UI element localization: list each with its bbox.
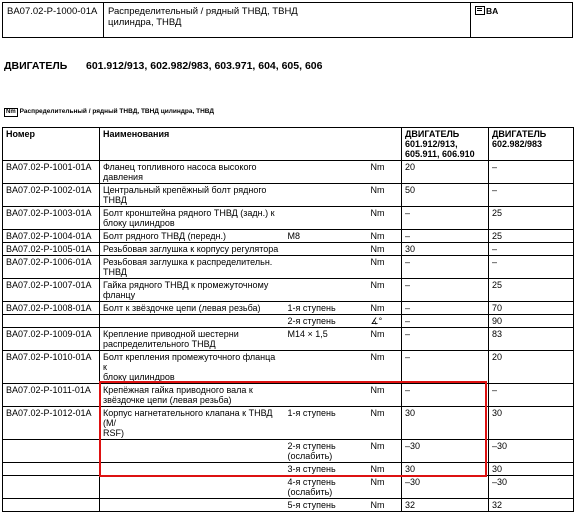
row-value-engine-1: –	[402, 279, 489, 302]
row-name-line1: Корпус нагнетательного клапана к ТНВД (M/	[103, 408, 273, 428]
row-unit: Nm	[368, 476, 402, 499]
row-value-engine-2: 70	[489, 302, 574, 315]
row-name	[100, 476, 285, 499]
header-name: Наименования	[100, 128, 402, 161]
row-spec	[285, 384, 368, 407]
row-name	[100, 207, 285, 230]
document-title-line2: цилиндра, ТНВД	[108, 17, 182, 28]
row-number: BA07.02-P-1002-01A	[3, 184, 100, 207]
row-value-engine-1: 32	[402, 499, 489, 512]
row-name	[100, 351, 285, 384]
row-value-engine-2: –	[489, 243, 574, 256]
row-value-engine-2: –30	[489, 440, 574, 463]
row-name	[100, 230, 285, 243]
row-value-engine-1: 50	[402, 184, 489, 207]
table-row	[3, 161, 574, 184]
row-value-engine-1: –	[402, 384, 489, 407]
row-name	[100, 161, 285, 184]
row-value-engine-2: 83	[489, 328, 574, 351]
row-number	[3, 463, 100, 476]
row-name-line1: Крепёжная гайка приводного вала к	[103, 385, 253, 395]
row-spec	[285, 302, 368, 315]
row-spec	[285, 256, 368, 279]
table-row	[3, 351, 574, 384]
section-subtitle	[4, 108, 214, 117]
row-unit: Nm	[368, 243, 402, 256]
row-unit: Nm	[368, 351, 402, 384]
document-title-line1: Распределительный / рядный ТНВД, ТВНД	[108, 6, 298, 17]
table-row	[3, 463, 574, 476]
row-name	[100, 407, 285, 440]
vehicle-icon	[475, 6, 485, 15]
row-unit: Nm	[368, 440, 402, 463]
row-name-line2: ТНВД	[103, 267, 127, 277]
row-name	[100, 328, 285, 351]
document-title	[104, 3, 471, 37]
row-name	[100, 279, 285, 302]
row-value-engine-2: 90	[489, 315, 574, 328]
row-name	[100, 184, 285, 207]
row-value-engine-2: –	[489, 161, 574, 184]
table-row	[3, 207, 574, 230]
row-number	[3, 440, 100, 463]
row-name-line1: Болт крепления промежуточного фланца к	[103, 352, 276, 372]
row-unit: ∡°	[368, 315, 402, 328]
table-row	[3, 184, 574, 207]
row-value-engine-2: –	[489, 256, 574, 279]
row-spec	[285, 499, 368, 512]
row-name-line2: давления	[103, 172, 143, 182]
badge-text: BA	[486, 6, 499, 16]
row-value-engine-1: 30	[402, 463, 489, 476]
row-number: BA07.02-P-1008-01A	[3, 302, 100, 315]
row-stage: 2-я ступень (ослабить)	[287, 441, 336, 461]
row-name-line1: Болт к звёздочке цепи (левая резьба)	[103, 303, 261, 313]
row-value-engine-1: –	[402, 328, 489, 351]
row-name-line1: Болт рядного ТНВД (передн.)	[103, 231, 226, 241]
table-row	[3, 384, 574, 407]
row-number: BA07.02-P-1003-01A	[3, 207, 100, 230]
row-number	[3, 499, 100, 512]
header-number: Номер	[3, 128, 100, 161]
header-engine-1-line3: 605.911, 606.910	[405, 149, 475, 159]
row-number: BA07.02-P-1010-01A	[3, 351, 100, 384]
row-name	[100, 384, 285, 407]
row-number: BA07.02-P-1004-01A	[3, 230, 100, 243]
header-engine-1-line2: 601.912/913,	[405, 139, 458, 149]
row-spec	[285, 279, 368, 302]
row-name-line2: распределительного ТНВД	[103, 339, 216, 349]
row-stage: 5-я ступень	[287, 500, 336, 510]
header-engine-2	[489, 128, 574, 161]
row-name-line2: блоку цилиндров	[103, 372, 175, 382]
row-unit: Nm	[368, 384, 402, 407]
row-value-engine-1: 30	[402, 243, 489, 256]
torque-table	[2, 127, 574, 512]
table-row	[3, 407, 574, 440]
row-spec	[285, 207, 368, 230]
row-spec	[285, 230, 368, 243]
row-name	[100, 302, 285, 315]
row-value-engine-1: –	[402, 302, 489, 315]
row-value-engine-2: 32	[489, 499, 574, 512]
row-name	[100, 499, 285, 512]
row-unit: Nm	[368, 328, 402, 351]
table-row	[3, 256, 574, 279]
row-unit: Nm	[368, 207, 402, 230]
row-name-line1: Болт кронштейна рядного ТНВД (задн.) к	[103, 208, 275, 218]
row-value-engine-1: 30	[402, 407, 489, 440]
document-code: BA07.02-P-1000-01A	[3, 3, 104, 37]
row-stage: 1-я ступень	[287, 303, 336, 313]
engine-line	[4, 60, 322, 72]
header-engine-1-line1: ДВИГАТЕЛЬ	[405, 129, 460, 139]
row-unit: Nm	[368, 279, 402, 302]
row-name	[100, 256, 285, 279]
table-row	[3, 230, 574, 243]
row-value-engine-2: 25	[489, 207, 574, 230]
table-row	[3, 302, 574, 315]
row-unit: Nm	[368, 256, 402, 279]
row-unit: Nm	[368, 302, 402, 315]
row-value-engine-1: –	[402, 256, 489, 279]
row-value-engine-1: –	[402, 351, 489, 384]
row-name-line2: блоку цилиндров	[103, 218, 175, 228]
row-stage: 1-я ступень	[287, 408, 336, 418]
row-number	[3, 476, 100, 499]
row-name-line2: фланцу	[103, 290, 136, 300]
document-badge	[471, 3, 572, 37]
table-row	[3, 243, 574, 256]
row-value-engine-2: 20	[489, 351, 574, 384]
row-value-engine-2: –	[489, 184, 574, 207]
row-unit: Nm	[368, 230, 402, 243]
row-name-line1: Резьбовая заглушка к распределительн.	[103, 257, 273, 267]
row-extra: M8	[287, 231, 301, 241]
document-header	[2, 2, 573, 38]
row-name-line1: Фланец топливного насоса высокого	[103, 162, 257, 172]
row-name	[100, 440, 285, 463]
row-number: BA07.02-P-1005-01A	[3, 243, 100, 256]
row-stage: 2-я ступень	[287, 316, 336, 326]
row-value-engine-1: –30	[402, 476, 489, 499]
table-row	[3, 476, 574, 499]
row-number	[3, 315, 100, 328]
table-header-row	[3, 128, 574, 161]
row-unit: Nm	[368, 184, 402, 207]
row-name	[100, 243, 285, 256]
row-value-engine-1: –	[402, 315, 489, 328]
row-spec	[285, 161, 368, 184]
row-name-line1: Резьбовая заглушка к корпусу регулятора	[103, 244, 279, 254]
engine-label: ДВИГАТЕЛЬ	[4, 60, 68, 72]
table-row	[3, 328, 574, 351]
row-unit: Nm	[368, 463, 402, 476]
row-name	[100, 463, 285, 476]
row-unit: Nm	[368, 407, 402, 440]
row-spec	[285, 315, 368, 328]
row-unit: Nm	[368, 161, 402, 184]
row-value-engine-2: –30	[489, 476, 574, 499]
row-spec	[285, 243, 368, 256]
table-row	[3, 279, 574, 302]
row-value-engine-2: 30	[489, 407, 574, 440]
row-unit: Nm	[368, 499, 402, 512]
row-number: BA07.02-P-1007-01A	[3, 279, 100, 302]
engine-models: 601.912/913, 602.982/983, 603.971, 604, 605, 606	[86, 60, 323, 72]
header-engine-1	[402, 128, 489, 161]
torque-nm-icon: Nm	[6, 109, 16, 115]
row-name-line1: Гайка рядного ТНВД к промежуточному	[103, 280, 269, 290]
row-number: BA07.02-P-1009-01A	[3, 328, 100, 351]
row-spec	[285, 184, 368, 207]
header-engine-2-line1: ДВИГАТЕЛЬ	[492, 129, 547, 139]
row-value-engine-1: –30	[402, 440, 489, 463]
row-value-engine-1: –	[402, 230, 489, 243]
row-value-engine-2: 30	[489, 463, 574, 476]
row-value-engine-2: –	[489, 384, 574, 407]
row-stage: 3-я ступень	[287, 464, 336, 474]
row-spec	[285, 407, 368, 440]
row-extra: M14 × 1,5	[287, 329, 328, 339]
row-number: BA07.02-P-1006-01A	[3, 256, 100, 279]
table-row	[3, 499, 574, 512]
table-row	[3, 440, 574, 463]
row-value-engine-1: 20	[402, 161, 489, 184]
row-spec	[285, 440, 368, 463]
row-value-engine-1: –	[402, 207, 489, 230]
row-number: BA07.02-P-1011-01A	[3, 384, 100, 407]
row-value-engine-2: 25	[489, 279, 574, 302]
row-spec	[285, 476, 368, 499]
row-name-line1: Крепление приводной шестерни	[103, 329, 239, 339]
header-engine-2-line2: 602.982/983	[492, 139, 543, 149]
row-number: BA07.02-P-1001-01A	[3, 161, 100, 184]
table-row	[3, 315, 574, 328]
row-spec	[285, 351, 368, 384]
row-value-engine-2: 25	[489, 230, 574, 243]
row-name-line1: Центральный крепёжный болт рядного ТНВД	[103, 185, 267, 205]
row-name-line2: звёздочке цепи (левая резьба)	[103, 395, 232, 405]
row-stage: 4-я ступень (ослабить)	[287, 477, 336, 497]
subtitle-text: Распределительный / рядный ТНВД, ТВНД цилиндра, ТНВД	[19, 108, 215, 115]
row-name	[100, 315, 285, 328]
row-spec	[285, 463, 368, 476]
row-spec	[285, 328, 368, 351]
row-name-line2: RSF)	[103, 428, 124, 438]
row-number: BA07.02-P-1012-01A	[3, 407, 100, 440]
